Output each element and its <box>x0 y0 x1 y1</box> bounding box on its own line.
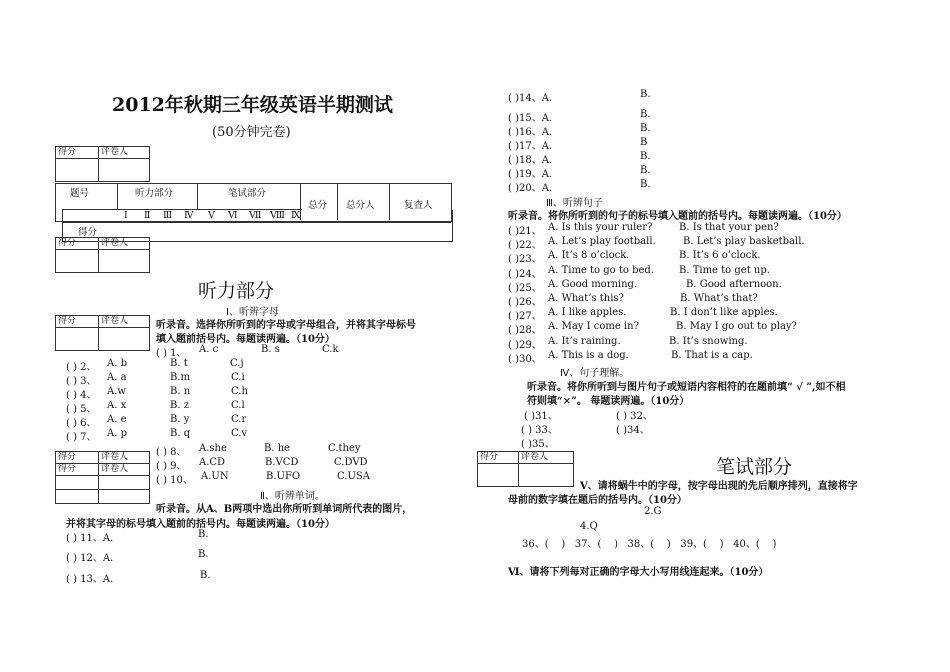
score-label: 得分 <box>56 452 99 464</box>
question-15-number[interactable]: ( )15、A. <box>508 113 553 124</box>
grader-cell[interactable] <box>99 159 150 182</box>
section5-answers[interactable]: 36、( ) 37、( ) 38、( ) 39、( ) 40、( ) <box>522 539 777 550</box>
score-cell[interactable] <box>56 159 99 182</box>
option-a: A. Let’s play football. <box>548 236 656 248</box>
section6-title: Ⅵ、请将下列每对正确的字母大小写用线连起来。（10分） <box>508 567 769 578</box>
question-3-number[interactable]: ( ) 3、 <box>66 376 97 387</box>
score-box-top <box>55 146 150 182</box>
score-box-4 <box>55 451 150 504</box>
summary-score-label: 得分 <box>78 227 98 238</box>
score-label: 得分 <box>56 238 99 250</box>
question-7-number[interactable]: ( ) 7、 <box>66 432 97 443</box>
option-c: C.they <box>328 443 361 454</box>
option-b: B. Let’s play basketball. <box>683 236 805 248</box>
grader-label: 评卷人 <box>99 316 150 328</box>
question-25-number[interactable]: ( )25、 <box>508 282 542 294</box>
question-21-number[interactable]: ( )21、 <box>508 226 542 237</box>
section1-instruction-2: 填入题前括号内。每题读两遍。（10分） <box>156 334 335 345</box>
option-b: B. <box>198 529 209 540</box>
option-b: B.UFO <box>266 471 301 482</box>
grader-label: 评卷人 <box>99 464 150 476</box>
option-b: B. That is a cap. <box>671 349 753 361</box>
option-b: B. May I go out to play? <box>676 321 797 333</box>
score-cell[interactable] <box>478 464 519 487</box>
roman-2: Ⅱ <box>144 210 151 221</box>
question-5-number[interactable]: ( ) 5、 <box>66 404 97 415</box>
summary-header-writing: 笔试部分 <box>228 188 267 199</box>
option-b: B. <box>200 570 211 581</box>
option-c: C.v <box>231 428 248 439</box>
option-a: A.w <box>107 386 126 397</box>
question-14-number[interactable]: ( )14、A. <box>508 93 553 104</box>
option-a: A.she <box>199 443 227 454</box>
question-8-number[interactable]: ( ) 8、 <box>156 447 187 458</box>
writing-heading: 笔试部分 <box>716 456 793 478</box>
snail-letter-2: 2.G <box>644 506 662 517</box>
score-cell[interactable] <box>56 476 99 490</box>
option-c: C.USA <box>337 471 370 482</box>
option-a: A. This is a dog. <box>548 349 629 361</box>
option-b: B. n <box>170 386 191 397</box>
question-12-number[interactable]: ( ) 12、A. <box>66 553 114 564</box>
roman-4: Ⅳ <box>184 210 194 221</box>
listening-heading: 听力部分 <box>198 280 275 302</box>
question-22-number[interactable]: ( )22、 <box>508 240 542 252</box>
option-a: A. Is this your ruler? <box>548 222 653 233</box>
option-b: B. I don’t like apples. <box>670 307 778 319</box>
grader-label: 评卷人 <box>99 238 150 250</box>
option-b: B. <box>198 549 209 560</box>
option-c: C.h <box>231 386 248 397</box>
grader-label: 评卷人 <box>99 147 150 159</box>
score-cell[interactable] <box>56 490 99 504</box>
section4-title: Ⅳ、句子理解。 <box>560 368 630 379</box>
option-b: B.VCD <box>265 457 299 468</box>
summary-header-no: 题号 <box>70 188 90 199</box>
option-a: A. a <box>107 372 127 383</box>
question-16-number[interactable]: ( )16、A. <box>508 127 553 138</box>
page-subtitle: (50分钟完卷) <box>212 125 291 140</box>
option-b: B. z <box>170 400 189 411</box>
option-a: A. Good morning. <box>548 278 638 290</box>
question-31: ( )31、 <box>524 411 558 422</box>
option-b: B. Good afternoon. <box>686 278 782 290</box>
question-33: ( ) 33、 <box>521 425 558 436</box>
option-a: A. c <box>199 344 219 355</box>
option-c: C.r <box>231 414 247 425</box>
summary-header-checker: 复查人 <box>404 200 433 211</box>
option-b: B <box>640 137 648 148</box>
roman-3: Ⅲ <box>163 210 173 221</box>
snail-letter-4: 4.Q <box>580 521 598 532</box>
question-28-number[interactable]: ( )28、 <box>508 325 542 337</box>
section4-instruction-1: 听录音。将你所听到与图片句子或短语内容相符的在题前填“ √ ”,如不相 <box>527 382 846 393</box>
question-11-number[interactable]: ( ) 11、A. <box>66 533 114 544</box>
roman-1: Ⅰ <box>124 210 128 221</box>
option-b: B. Is that your pen? <box>679 222 779 233</box>
score-box-2 <box>55 237 150 273</box>
question-30-number[interactable]: ( )30、 <box>508 353 542 365</box>
grader-cell[interactable] <box>99 250 150 273</box>
question-35: ( )35、 <box>521 439 555 450</box>
option-a: A. p <box>107 428 127 439</box>
option-b: B. <box>640 123 651 134</box>
summary-header-listening: 听力部分 <box>135 188 174 199</box>
question-9-number[interactable]: ( ) 9、 <box>156 461 187 472</box>
question-4-number[interactable]: ( ) 4、 <box>66 390 97 401</box>
question-27-number[interactable]: ( )27、 <box>508 311 542 323</box>
score-cell[interactable] <box>56 250 99 273</box>
question-32: ( ) 32、 <box>616 411 653 422</box>
option-b: B. <box>640 179 651 190</box>
section2-title: Ⅱ、听辨单词。 <box>260 491 325 502</box>
question-18-number[interactable]: ( )18、A. <box>508 155 553 166</box>
score-cell[interactable] <box>56 328 99 351</box>
option-b: B. <box>640 151 651 162</box>
option-b: B. he <box>264 443 291 454</box>
section3-title: Ⅲ、听辨句子 <box>546 198 603 209</box>
section5-instruction-1: Ⅴ、请将蜗牛中的字母，按字母出现的先后顺序排列，直接将字 <box>580 481 858 492</box>
grader-cell[interactable] <box>99 328 150 351</box>
option-b: B. <box>640 109 651 120</box>
option-b: B. Time to get up. <box>679 264 770 276</box>
grader-label: 评卷人 <box>519 452 574 464</box>
score-label: 得分 <box>56 316 99 328</box>
option-b: B. What’s that? <box>680 293 758 304</box>
question-19-number[interactable]: ( )19、A. <box>508 169 553 180</box>
grader-label: 评卷人 <box>99 452 150 464</box>
section4-instruction-2: 符则填“×”。 每题读两遍。（10分） <box>527 396 690 407</box>
option-b: B. It’s 6 o’clock. <box>679 250 761 262</box>
option-a: A. It’s raining. <box>548 335 621 347</box>
section3-instruction: 听录音。将你所听到的句子的标号填入题前的括号内。每题读两遍。（10分） <box>508 211 847 222</box>
summary-header-total: 总分 <box>308 200 328 211</box>
option-c: C.DVD <box>334 457 368 468</box>
question-24-number[interactable]: ( )24、 <box>508 268 542 280</box>
option-a: A. May I come in? <box>548 321 639 333</box>
section1-title: Ⅰ、听辨字母 <box>226 307 279 318</box>
section5-instruction-2: 母前的数字填在题后的括号内。（10分） <box>508 495 687 506</box>
grader-cell[interactable] <box>519 464 574 487</box>
roman-8: Ⅷ <box>270 210 285 221</box>
option-b: B. It’s snowing. <box>669 335 748 347</box>
option-b: B. <box>640 165 651 176</box>
option-c: C.l <box>231 400 245 411</box>
roman-6: Ⅵ <box>228 210 238 221</box>
option-b: B. y <box>170 414 190 425</box>
option-b: B. q <box>170 428 191 439</box>
option-b: B. t <box>170 358 188 369</box>
section1-instruction-1: 听录音。选择你所听到的字母或字母组合，并将其字母标号 <box>156 320 416 331</box>
option-a: A. b <box>107 358 127 369</box>
option-a: A. x <box>107 400 127 411</box>
grader-cell[interactable] <box>99 490 150 504</box>
option-c: C.i <box>231 372 245 383</box>
option-a: A. What’s this? <box>548 293 624 304</box>
score-label: 得分 <box>478 452 519 464</box>
question-34: ( )34、 <box>616 425 650 436</box>
option-b: B. s <box>261 344 280 355</box>
score-label: 得分 <box>56 464 99 476</box>
option-a: A.CD <box>199 457 226 468</box>
option-c: C.j <box>230 358 244 369</box>
question-17-number[interactable]: ( )17、A. <box>508 141 553 152</box>
score-box-right <box>477 451 574 487</box>
question-23-number[interactable]: ( )23、 <box>508 254 542 266</box>
grader-cell[interactable] <box>99 476 150 490</box>
question-10-number[interactable]: ( ) 10、 <box>156 475 193 486</box>
score-label: 得分 <box>56 147 99 159</box>
summary-header-adder: 总分人 <box>346 200 375 211</box>
option-a: A. e <box>107 414 127 425</box>
score-box-3 <box>55 315 150 351</box>
roman-9: Ⅸ <box>291 210 301 221</box>
option-c: C.k <box>322 344 339 355</box>
question-2-number[interactable]: ( ) 2、 <box>66 362 97 373</box>
option-a: A. It’s 8 o’clock. <box>548 250 630 262</box>
question-1-number[interactable]: ( ) 1、 <box>156 348 187 359</box>
question-29-number[interactable]: ( )29、 <box>508 339 542 351</box>
section2-instruction-2: 并将其字母的标号填入题前的括号内。每题读两遍。（10分） <box>66 519 335 530</box>
question-6-number[interactable]: ( ) 6、 <box>66 418 97 429</box>
option-a: A. Time to go to bed. <box>548 264 654 276</box>
question-13-number[interactable]: ( ) 13、A. <box>66 574 114 585</box>
roman-5: Ⅴ <box>208 210 215 221</box>
option-b: B.m <box>170 372 191 383</box>
page-title: 2012年秋期三年级英语半期测试 <box>112 94 393 116</box>
option-b: B. <box>640 89 651 100</box>
option-a: A.UN <box>201 471 229 482</box>
section2-instruction-1: 听录音。从A、B两项中选出你所听到单词所代表的图片， <box>156 504 413 515</box>
question-26-number[interactable]: ( )26、 <box>508 297 542 308</box>
question-20-number[interactable]: ( )20、A. <box>508 183 553 194</box>
option-a: A. I like apples. <box>548 307 627 319</box>
roman-7: Ⅶ <box>249 210 262 221</box>
